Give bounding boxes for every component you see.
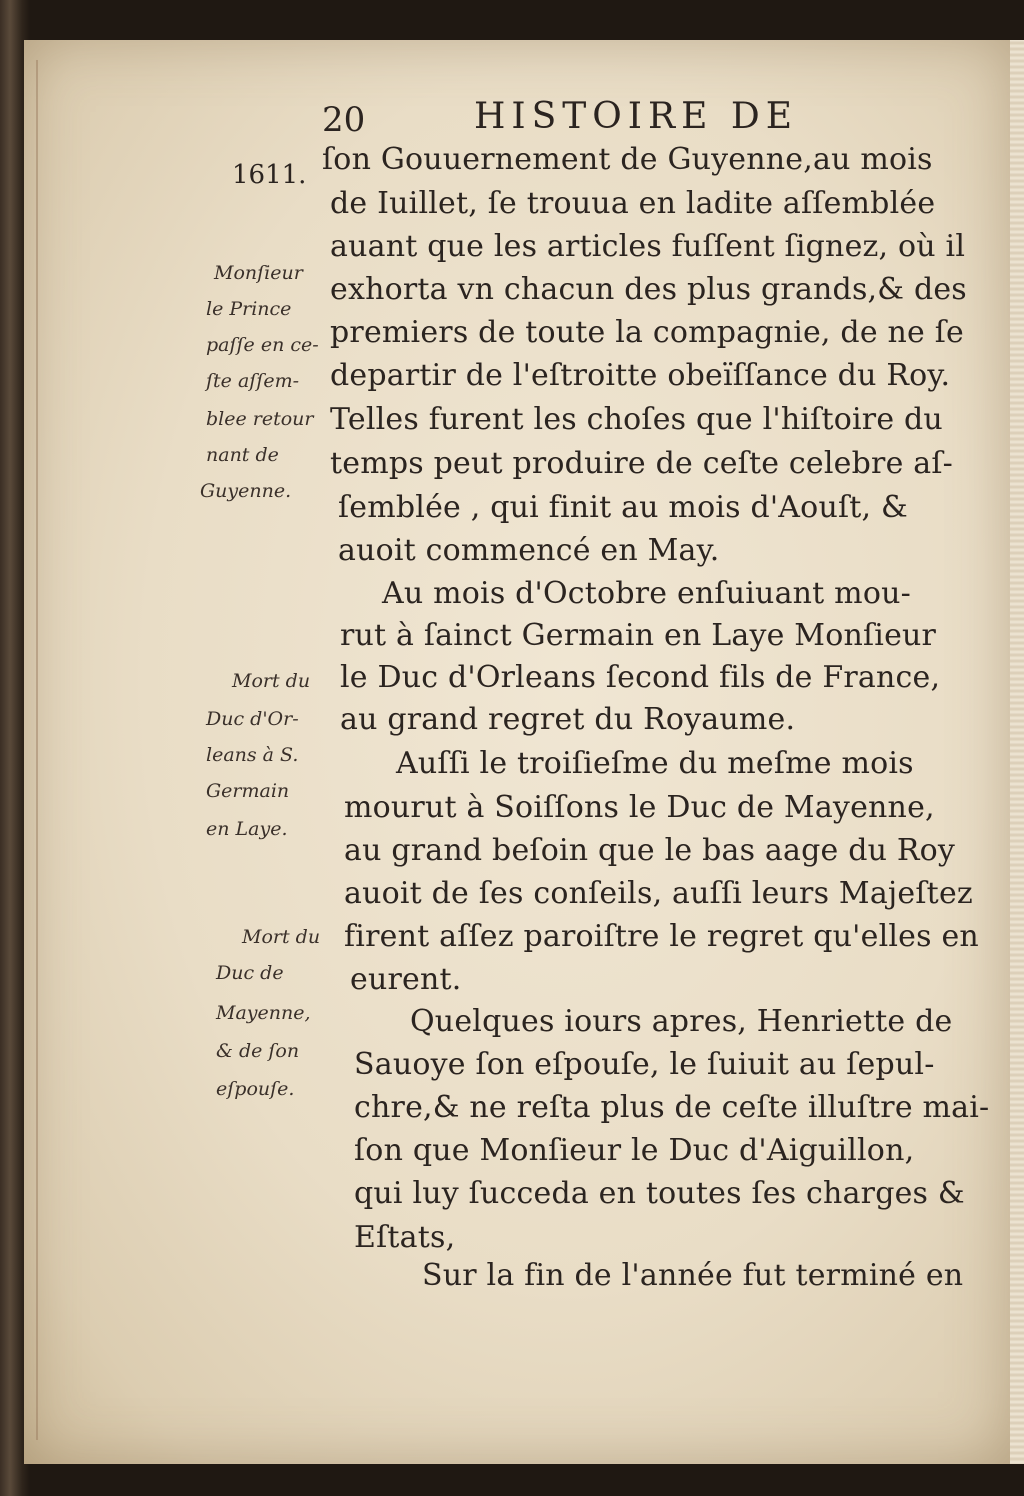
text-line: exhorta vn chacun des plus grands,& des xyxy=(330,272,967,307)
text-line: eurent. xyxy=(350,962,462,997)
text-line: qui luy ſucceda en toutes ſes charges & xyxy=(354,1176,965,1211)
margin-note-line: Duc de xyxy=(216,962,284,984)
margin-note-line: Mort du xyxy=(242,926,321,948)
text-line: Auſſi le troiſieſme du meſme mois xyxy=(396,746,914,781)
page-number: 20 xyxy=(322,100,366,140)
text-line: auant que les articles fuſſent ſignez, où il xyxy=(330,229,966,264)
text-line: au grand regret du Royaume. xyxy=(340,702,796,737)
margin-note-line: ſte aſſem- xyxy=(206,370,300,392)
running-title: HISTOIRE DE xyxy=(474,96,798,137)
text-line: premiers de toute la compagnie, de ne ſe xyxy=(330,315,964,350)
text-line: Telles furent les choſes que l'hiſtoire du xyxy=(330,402,943,437)
text-line: firent aſſez paroiſtre le regret qu'elles en xyxy=(344,919,979,954)
margin-note-line: en Laye. xyxy=(206,818,288,840)
text-line: departir de l'eſtroitte obeïſſance du Roy. xyxy=(330,358,951,393)
text-line: Eſtats, xyxy=(354,1220,456,1255)
text-line: Sur la fin de l'année fut terminé en xyxy=(422,1258,964,1293)
text-line: chre,& ne reſta plus de ceſte illuſtre mai- xyxy=(354,1090,990,1125)
margin-note-line: paſſe en ce- xyxy=(206,334,319,356)
text-line: ſon Gouuernement de Guyenne,au mois xyxy=(322,142,933,177)
margin-note-line: Germain xyxy=(206,780,290,802)
text-line: le Duc d'Orleans ſecond fils de France, xyxy=(340,660,941,695)
margin-note-line: Mort du xyxy=(232,670,311,692)
binding-gutter xyxy=(36,60,38,1440)
margin-note-line: Guyenne. xyxy=(200,480,292,502)
margin-note-line: Duc d'Or- xyxy=(206,708,299,730)
text-line: auoit commencé en May. xyxy=(338,533,720,568)
text-line: Quelques iours apres, Henriette de xyxy=(410,1004,953,1039)
margin-note-line: eſpouſe. xyxy=(216,1078,295,1100)
text-line: ſon que Monſieur le Duc d'Aiguillon, xyxy=(354,1133,915,1168)
text-line: de Iuillet, ſe trouua en ladite aſſemblée xyxy=(330,186,936,221)
margin-note-line: leans à S. xyxy=(206,744,299,766)
margin-year: 1611. xyxy=(232,160,307,190)
margin-note-line: le Prince xyxy=(206,298,292,320)
text-line: Sauoye ſon eſpouſe, le ſuiuit au ſepul- xyxy=(354,1047,935,1082)
text-line: au grand beſoin que le bas aage du Roy xyxy=(344,833,956,868)
text-line: auoit de ſes conſeils, auſſi leurs Majeſtez xyxy=(344,876,973,911)
margin-note-line: blee retour xyxy=(206,408,314,430)
text-line: ſemblée , qui finit au mois d'Aouſt, & xyxy=(338,490,908,525)
text-line: rut à ſainct Germain en Laye Monſieur xyxy=(340,618,937,653)
page-edges xyxy=(1010,40,1024,1464)
text-line: temps peut produire de ceſte celebre aſ- xyxy=(330,446,953,481)
text-line: mourut à Soiſſons le Duc de Mayenne, xyxy=(344,790,935,825)
margin-note-line: Monſieur xyxy=(214,262,303,284)
margin-note-line: nant de xyxy=(206,444,279,466)
margin-note-line: & de ſon xyxy=(216,1040,300,1062)
text-line: Au mois d'Octobre enſuiuant mou- xyxy=(382,576,911,611)
margin-note-line: Mayenne, xyxy=(216,1002,311,1024)
